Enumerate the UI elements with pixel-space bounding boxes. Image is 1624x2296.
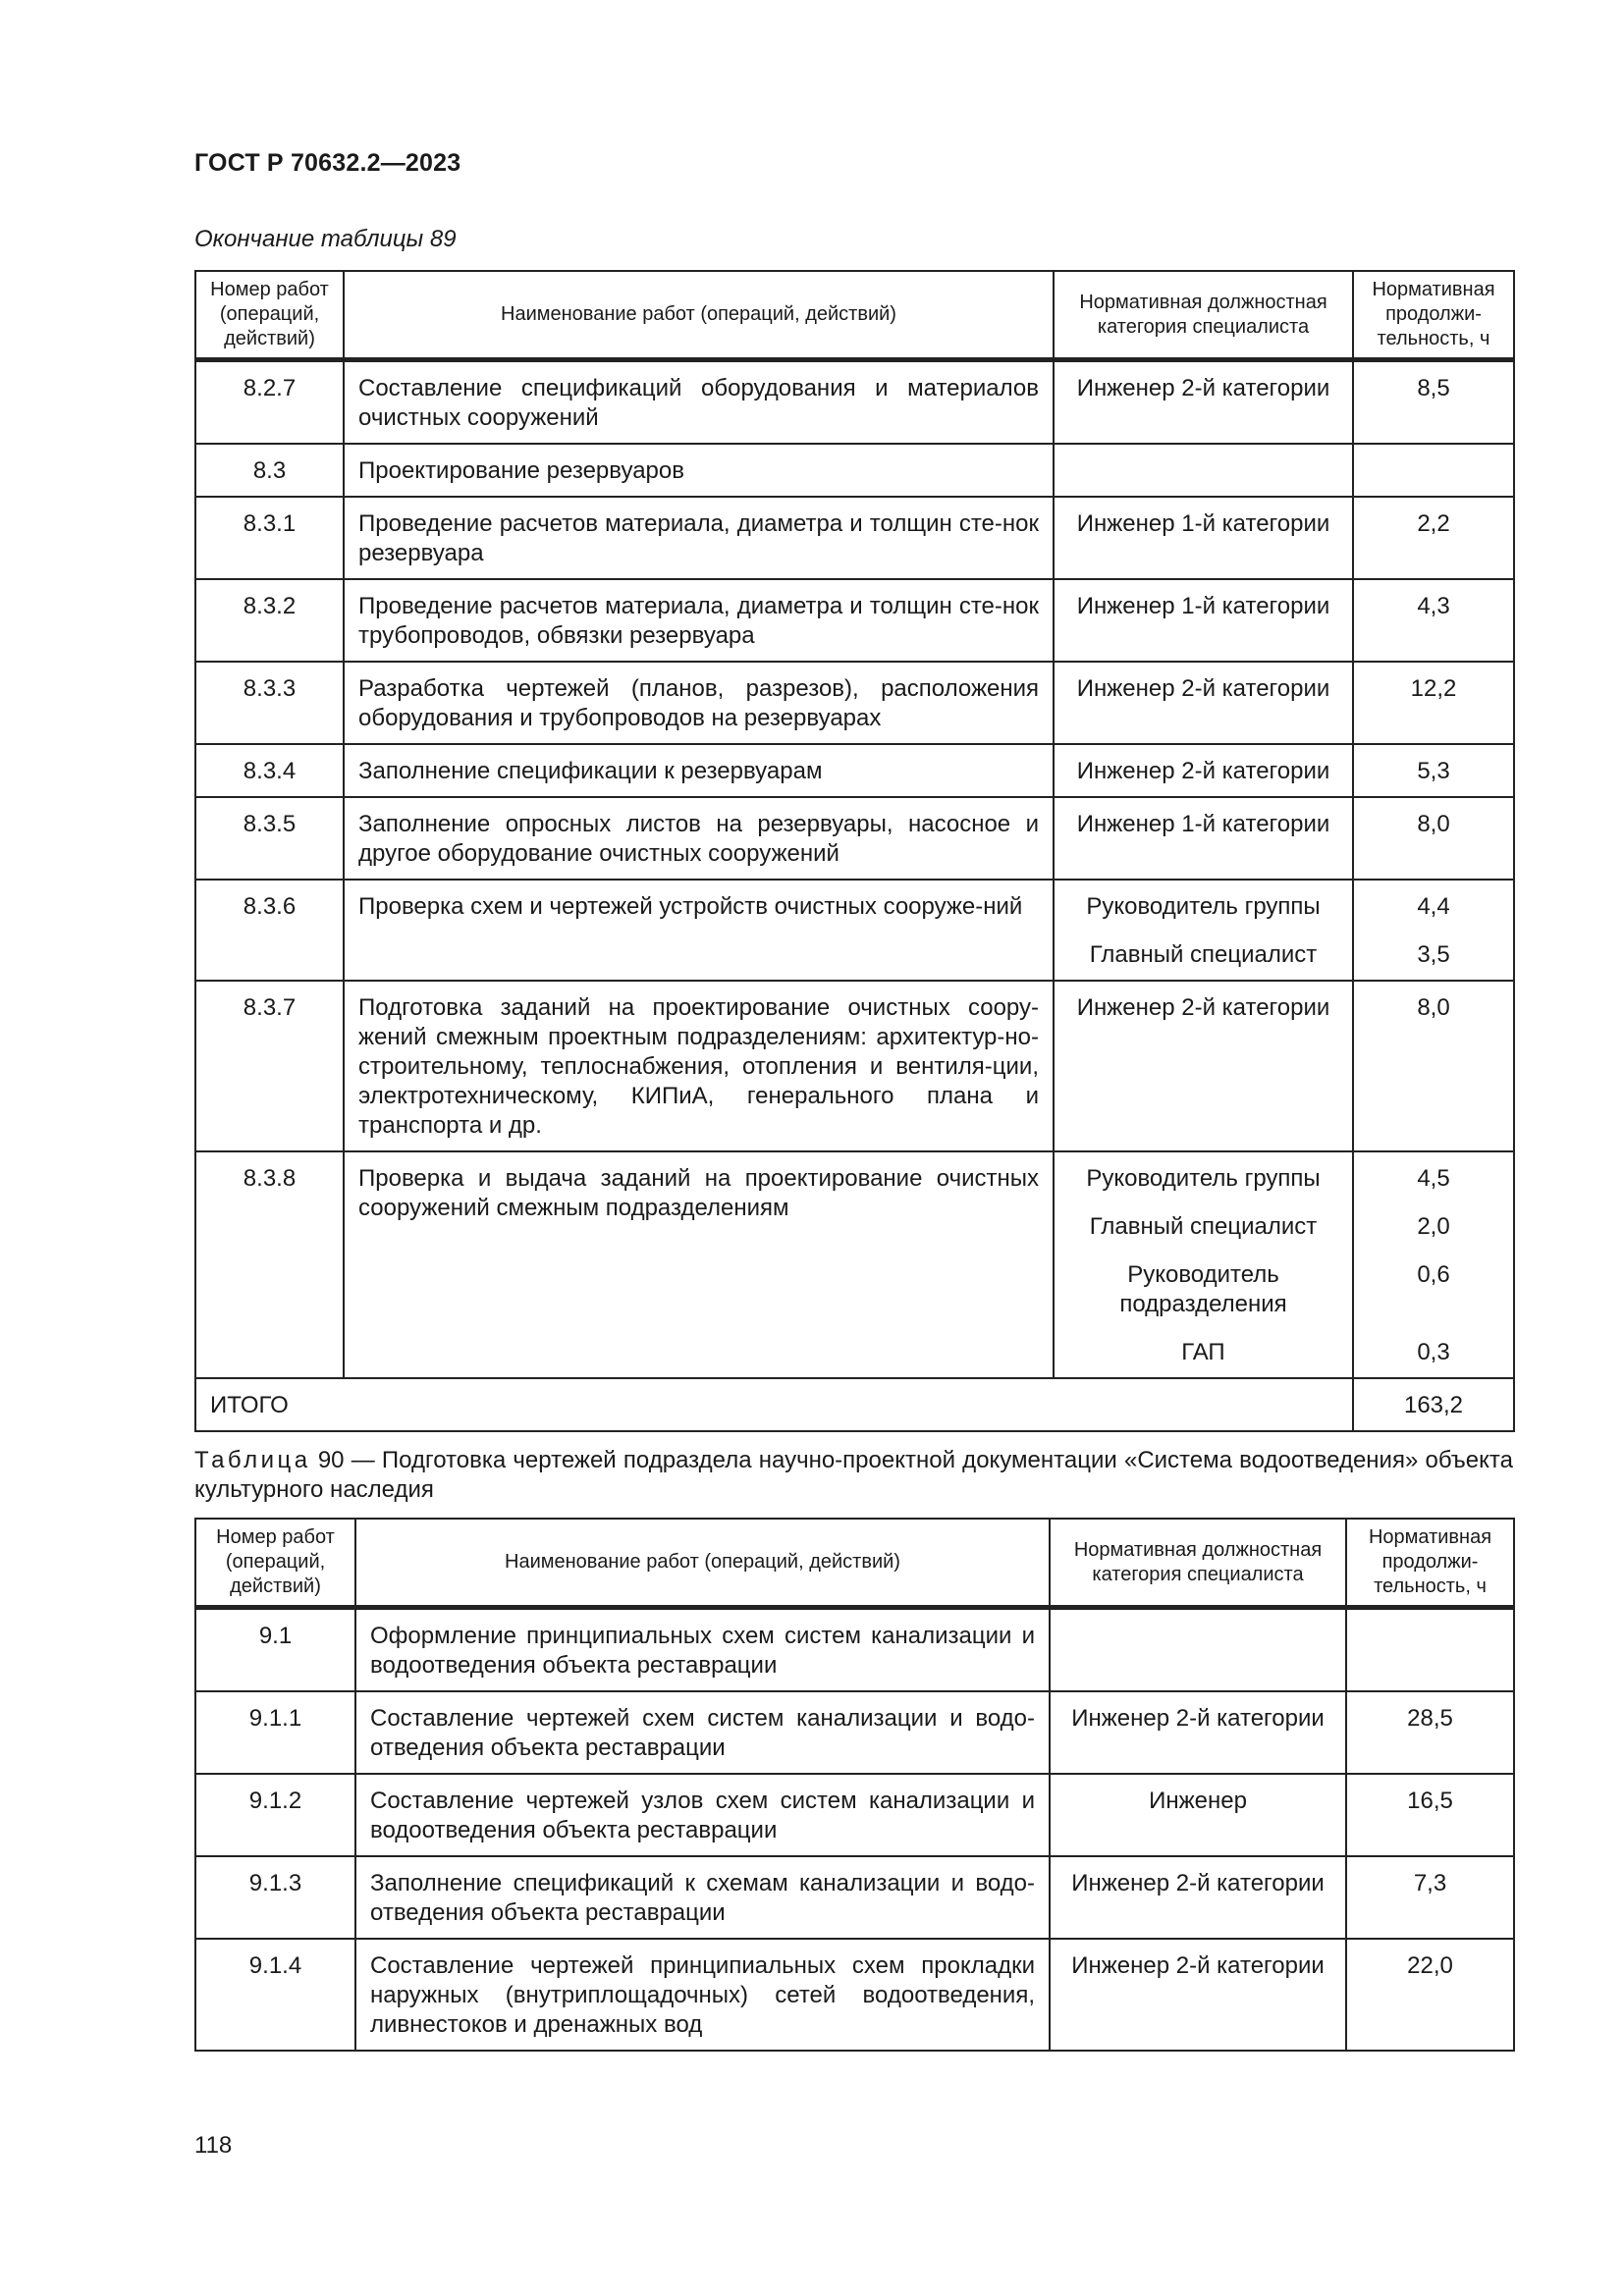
duration-value: 8,0 <box>1417 811 1450 837</box>
duration-value: 12,2 <box>1410 675 1457 702</box>
table-90-caption-word: Таблица <box>194 1447 311 1473</box>
category-value: Инженер 2-й категории <box>1076 375 1330 401</box>
work-name: Проверка схем и чертежей устройств очистных сооруже-ний <box>344 880 1054 981</box>
duration-value: 4,4 <box>1417 893 1450 920</box>
work-number: 8.3.6 <box>195 880 344 981</box>
work-number: 9.1.3 <box>195 1856 355 1939</box>
duration-value: 4,3 <box>1417 593 1450 619</box>
specialist-category <box>1050 1856 1346 1939</box>
specialist-category <box>1054 360 1353 445</box>
total-value: 163,2 <box>1353 1378 1514 1431</box>
work-number: 8.3.8 <box>195 1151 344 1378</box>
category-value: Инженер 2-й категории <box>1071 1870 1325 1896</box>
work-name: Проведение расчетов материала, диаметра и толщин сте-нок трубопроводов, обвязки резервуара <box>344 579 1054 662</box>
table-row <box>195 981 1514 1151</box>
duration-value: 7,3 <box>1413 1870 1447 1896</box>
duration-value: 0,3 <box>1417 1339 1450 1365</box>
table-row <box>195 797 1514 880</box>
table-row <box>195 880 1514 981</box>
duration-value: 4,5 <box>1417 1165 1450 1192</box>
work-name: Составление чертежей узлов схем систем канализации и водоотведения объекта реставрации <box>355 1774 1050 1856</box>
total-label: ИТОГО <box>195 1378 1353 1431</box>
work-name: Проектирование резервуаров <box>344 444 1054 497</box>
duration <box>1346 1774 1514 1856</box>
table-row <box>195 744 1514 797</box>
table-90-caption-text: 90 — Подготовка чертежей подраздела научно-проектной документации «Система водоотведения» объекта культурного наследия <box>194 1447 1513 1503</box>
work-name: Подготовка заданий на проектирование очистных соору-жений смежным проектным подразделениям: архитектур-но-строительному, теплоснабжения, отопления и вентиля-ции, электротехническому, КИПиА, генерального плана и транспорта и др. <box>344 981 1054 1151</box>
category-value: Инженер 1-й категории <box>1076 593 1330 619</box>
table-89-body <box>195 360 1514 1379</box>
table-90-body <box>195 1608 1514 2052</box>
specialist-category <box>1050 1691 1346 1774</box>
table-row <box>195 579 1514 662</box>
work-name: Заполнение опросных листов на резервуары, насосное и другое оборудование очистных сооружений <box>344 797 1054 880</box>
column-header: Номер работ (операций, действий) <box>195 1519 355 1608</box>
work-number: 8.3.2 <box>195 579 344 662</box>
table-header-row <box>195 271 1514 360</box>
work-name: Составление чертежей схем систем канализации и водо-отведения объекта реставрации <box>355 1691 1050 1774</box>
specialist-category <box>1054 497 1353 579</box>
specialist-category <box>1050 1774 1346 1856</box>
category-value: ГАП <box>1181 1339 1225 1365</box>
duration-value: 5,3 <box>1417 758 1450 784</box>
duration <box>1353 360 1514 445</box>
duration <box>1353 579 1514 662</box>
duration <box>1346 1939 1514 2051</box>
duration-value: 0,6 <box>1417 1261 1450 1288</box>
work-name: Составление спецификаций оборудования и материалов очистных сооружений <box>344 360 1054 445</box>
work-number: 9.1 <box>195 1608 355 1692</box>
specialist-category <box>1054 444 1353 497</box>
duration <box>1346 1608 1514 1692</box>
category-value: Инженер 2-й категории <box>1076 994 1330 1021</box>
duration <box>1353 497 1514 579</box>
category-value: Инженер 2-й категории <box>1076 675 1330 702</box>
table-row <box>195 1691 1514 1774</box>
total-row <box>195 1378 1514 1431</box>
duration-value: 16,5 <box>1407 1788 1453 1814</box>
specialist-category <box>1054 880 1353 981</box>
table-89 <box>194 270 1515 1432</box>
column-header: Нормативная должностная категория специалиста <box>1050 1519 1346 1608</box>
work-number: 9.1.1 <box>195 1691 355 1774</box>
specialist-category <box>1054 797 1353 880</box>
specialist-category <box>1054 662 1353 744</box>
duration-value: 8,5 <box>1417 375 1450 401</box>
column-header: Нормативная должностная категория специалиста <box>1054 271 1353 360</box>
work-number: 8.3 <box>195 444 344 497</box>
table-row <box>195 1856 1514 1939</box>
table-row <box>195 497 1514 579</box>
category-value: Инженер 1-й категории <box>1076 510 1330 537</box>
category-value: Главный специалист <box>1089 941 1318 968</box>
table-row <box>195 1939 1514 2051</box>
duration-value: 22,0 <box>1407 1952 1453 1979</box>
table-header-row <box>195 1519 1514 1608</box>
duration-value: 2,0 <box>1417 1213 1450 1240</box>
duration <box>1353 444 1514 497</box>
work-number: 8.3.1 <box>195 497 344 579</box>
work-number: 9.1.2 <box>195 1774 355 1856</box>
work-name: Проведение расчетов материала, диаметра и толщин сте-нок резервуара <box>344 497 1054 579</box>
work-number: 8.3.4 <box>195 744 344 797</box>
column-header: Номер работ (операций, действий) <box>195 271 344 360</box>
column-header: Наименование работ (операций, действий) <box>344 271 1054 360</box>
duration-value: 8,0 <box>1417 994 1450 1021</box>
work-name: Заполнение спецификации к резервуарам <box>344 744 1054 797</box>
page-number: 118 <box>194 2132 233 2159</box>
duration <box>1346 1856 1514 1939</box>
duration-value: 2,2 <box>1417 510 1450 537</box>
specialist-category <box>1050 1608 1346 1692</box>
specialist-category <box>1050 1939 1346 2051</box>
document-code: ГОСТ Р 70632.2—2023 <box>194 149 461 177</box>
table-90 <box>194 1518 1515 2052</box>
category-value: Главный специалист <box>1089 1213 1318 1240</box>
work-number: 8.3.7 <box>195 981 344 1151</box>
column-header: Нормативная продолжи-тельность, ч <box>1346 1519 1514 1608</box>
specialist-category <box>1054 744 1353 797</box>
work-name: Составление чертежей принципиальных схем прокладки наружных (внутриплощадочных) сетей водоотведения, ливнестоков и дренажных вод <box>355 1939 1050 2051</box>
specialist-category <box>1054 579 1353 662</box>
column-header: Нормативная продолжи-тельность, ч <box>1353 271 1514 360</box>
work-name: Разработка чертежей (планов, разрезов), расположения оборудования и трубопроводов на резервуарах <box>344 662 1054 744</box>
specialist-category <box>1054 981 1353 1151</box>
table-90-caption <box>194 1446 1513 1505</box>
table-row <box>195 444 1514 497</box>
work-number: 8.3.5 <box>195 797 344 880</box>
work-name: Оформление принципиальных схем систем канализации и водоотведения объекта реставрации <box>355 1608 1050 1692</box>
column-header: Наименование работ (операций, действий) <box>355 1519 1050 1608</box>
duration-value: 3,5 <box>1417 941 1450 968</box>
category-value: Инженер 2-й категории <box>1071 1705 1325 1732</box>
duration <box>1353 744 1514 797</box>
duration <box>1346 1691 1514 1774</box>
table-row <box>195 662 1514 744</box>
work-number: 9.1.4 <box>195 1939 355 2051</box>
table-row <box>195 1151 1514 1378</box>
category-value: Инженер 2-й категории <box>1071 1952 1325 1979</box>
category-value: Руководитель группы <box>1086 1165 1321 1192</box>
work-number: 8.2.7 <box>195 360 344 445</box>
category-value: Инженер <box>1149 1788 1247 1814</box>
specialist-category <box>1054 1151 1353 1378</box>
duration <box>1353 1151 1514 1378</box>
duration-value: 28,5 <box>1407 1705 1453 1732</box>
work-name: Заполнение спецификаций к схемам канализации и водо-отведения объекта реставрации <box>355 1856 1050 1939</box>
duration <box>1353 662 1514 744</box>
category-value: Руководитель подразделения <box>1119 1261 1287 1317</box>
category-value: Инженер 2-й категории <box>1076 758 1330 784</box>
duration <box>1353 880 1514 981</box>
duration <box>1353 981 1514 1151</box>
work-number: 8.3.3 <box>195 662 344 744</box>
table-89-continuation-label: Окончание таблицы 89 <box>194 226 457 252</box>
duration <box>1353 797 1514 880</box>
category-value: Руководитель группы <box>1086 893 1321 920</box>
category-value: Инженер 1-й категории <box>1076 811 1330 837</box>
table-row <box>195 1774 1514 1856</box>
work-name: Проверка и выдача заданий на проектирование очистных сооружений смежным подразделениям <box>344 1151 1054 1378</box>
table-row <box>195 1608 1514 1692</box>
table-row <box>195 360 1514 445</box>
